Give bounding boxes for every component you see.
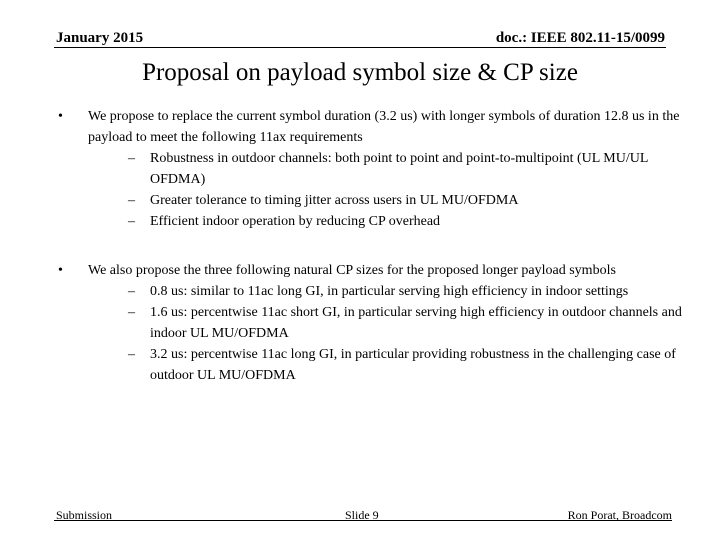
sub-bullet-text: Robustness in outdoor channels: both point to point and point-to-multipoint (UL MU/UL OFDMA) xyxy=(150,151,648,187)
header-doc-id: doc.: IEEE 802.11-15/0099 xyxy=(495,30,665,46)
bullet-item xyxy=(58,106,690,232)
sub-bullet-text: Greater tolerance to timing jitter across users in UL MU/OFDMA xyxy=(150,193,519,208)
bullet-item xyxy=(58,260,690,386)
sub-bullet-text: 3.2 us: percentwise 11ac long GI, in particular providing robustness in the challenging case of outdoor UL MU/OFDMA xyxy=(150,347,676,383)
sub-bullet-text: 0.8 us: similar to 11ac long GI, in particular serving high efficiency in indoor settings xyxy=(150,284,629,299)
sub-bullet-item xyxy=(88,211,690,232)
slide-content xyxy=(58,106,690,386)
dash-icon: – xyxy=(128,347,135,362)
sub-bullet-text: 1.6 us: percentwise 11ac short GI, in particular serving high efficiency in outdoor channels and indoor UL MU/OFDMA xyxy=(150,305,682,341)
bullet-icon: • xyxy=(58,263,63,278)
bullet-text: We also propose the three following natural CP sizes for the proposed longer payload symbols xyxy=(88,263,616,278)
bullet-text: We propose to replace the current symbol duration (3.2 us) with longer symbols of duration 12.8 us in the payload to meet the following 11ax requirements xyxy=(88,109,680,145)
footer-author: Ron Porat, Broadcom xyxy=(567,508,672,522)
sub-bullet-item xyxy=(88,344,690,386)
sub-bullet-item xyxy=(88,148,690,190)
sub-bullet-item xyxy=(88,302,690,344)
header-date: January 2015 xyxy=(56,30,144,46)
dash-icon: – xyxy=(128,193,135,208)
header-divider xyxy=(54,47,666,48)
dash-icon: – xyxy=(128,151,135,166)
footer-submission: Submission xyxy=(56,508,113,522)
sub-bullet-item xyxy=(88,190,690,211)
bullet-icon: • xyxy=(58,109,63,124)
dash-icon: – xyxy=(128,305,135,320)
sub-bullet-text: Efficient indoor operation by reducing CP overhead xyxy=(150,214,441,229)
footer-slide-number: Slide 9 xyxy=(345,508,379,522)
slide-title: Proposal on payload symbol size & CP size xyxy=(142,59,578,86)
dash-icon: – xyxy=(128,214,135,229)
sub-bullet-item xyxy=(88,281,690,302)
dash-icon: – xyxy=(128,284,135,299)
